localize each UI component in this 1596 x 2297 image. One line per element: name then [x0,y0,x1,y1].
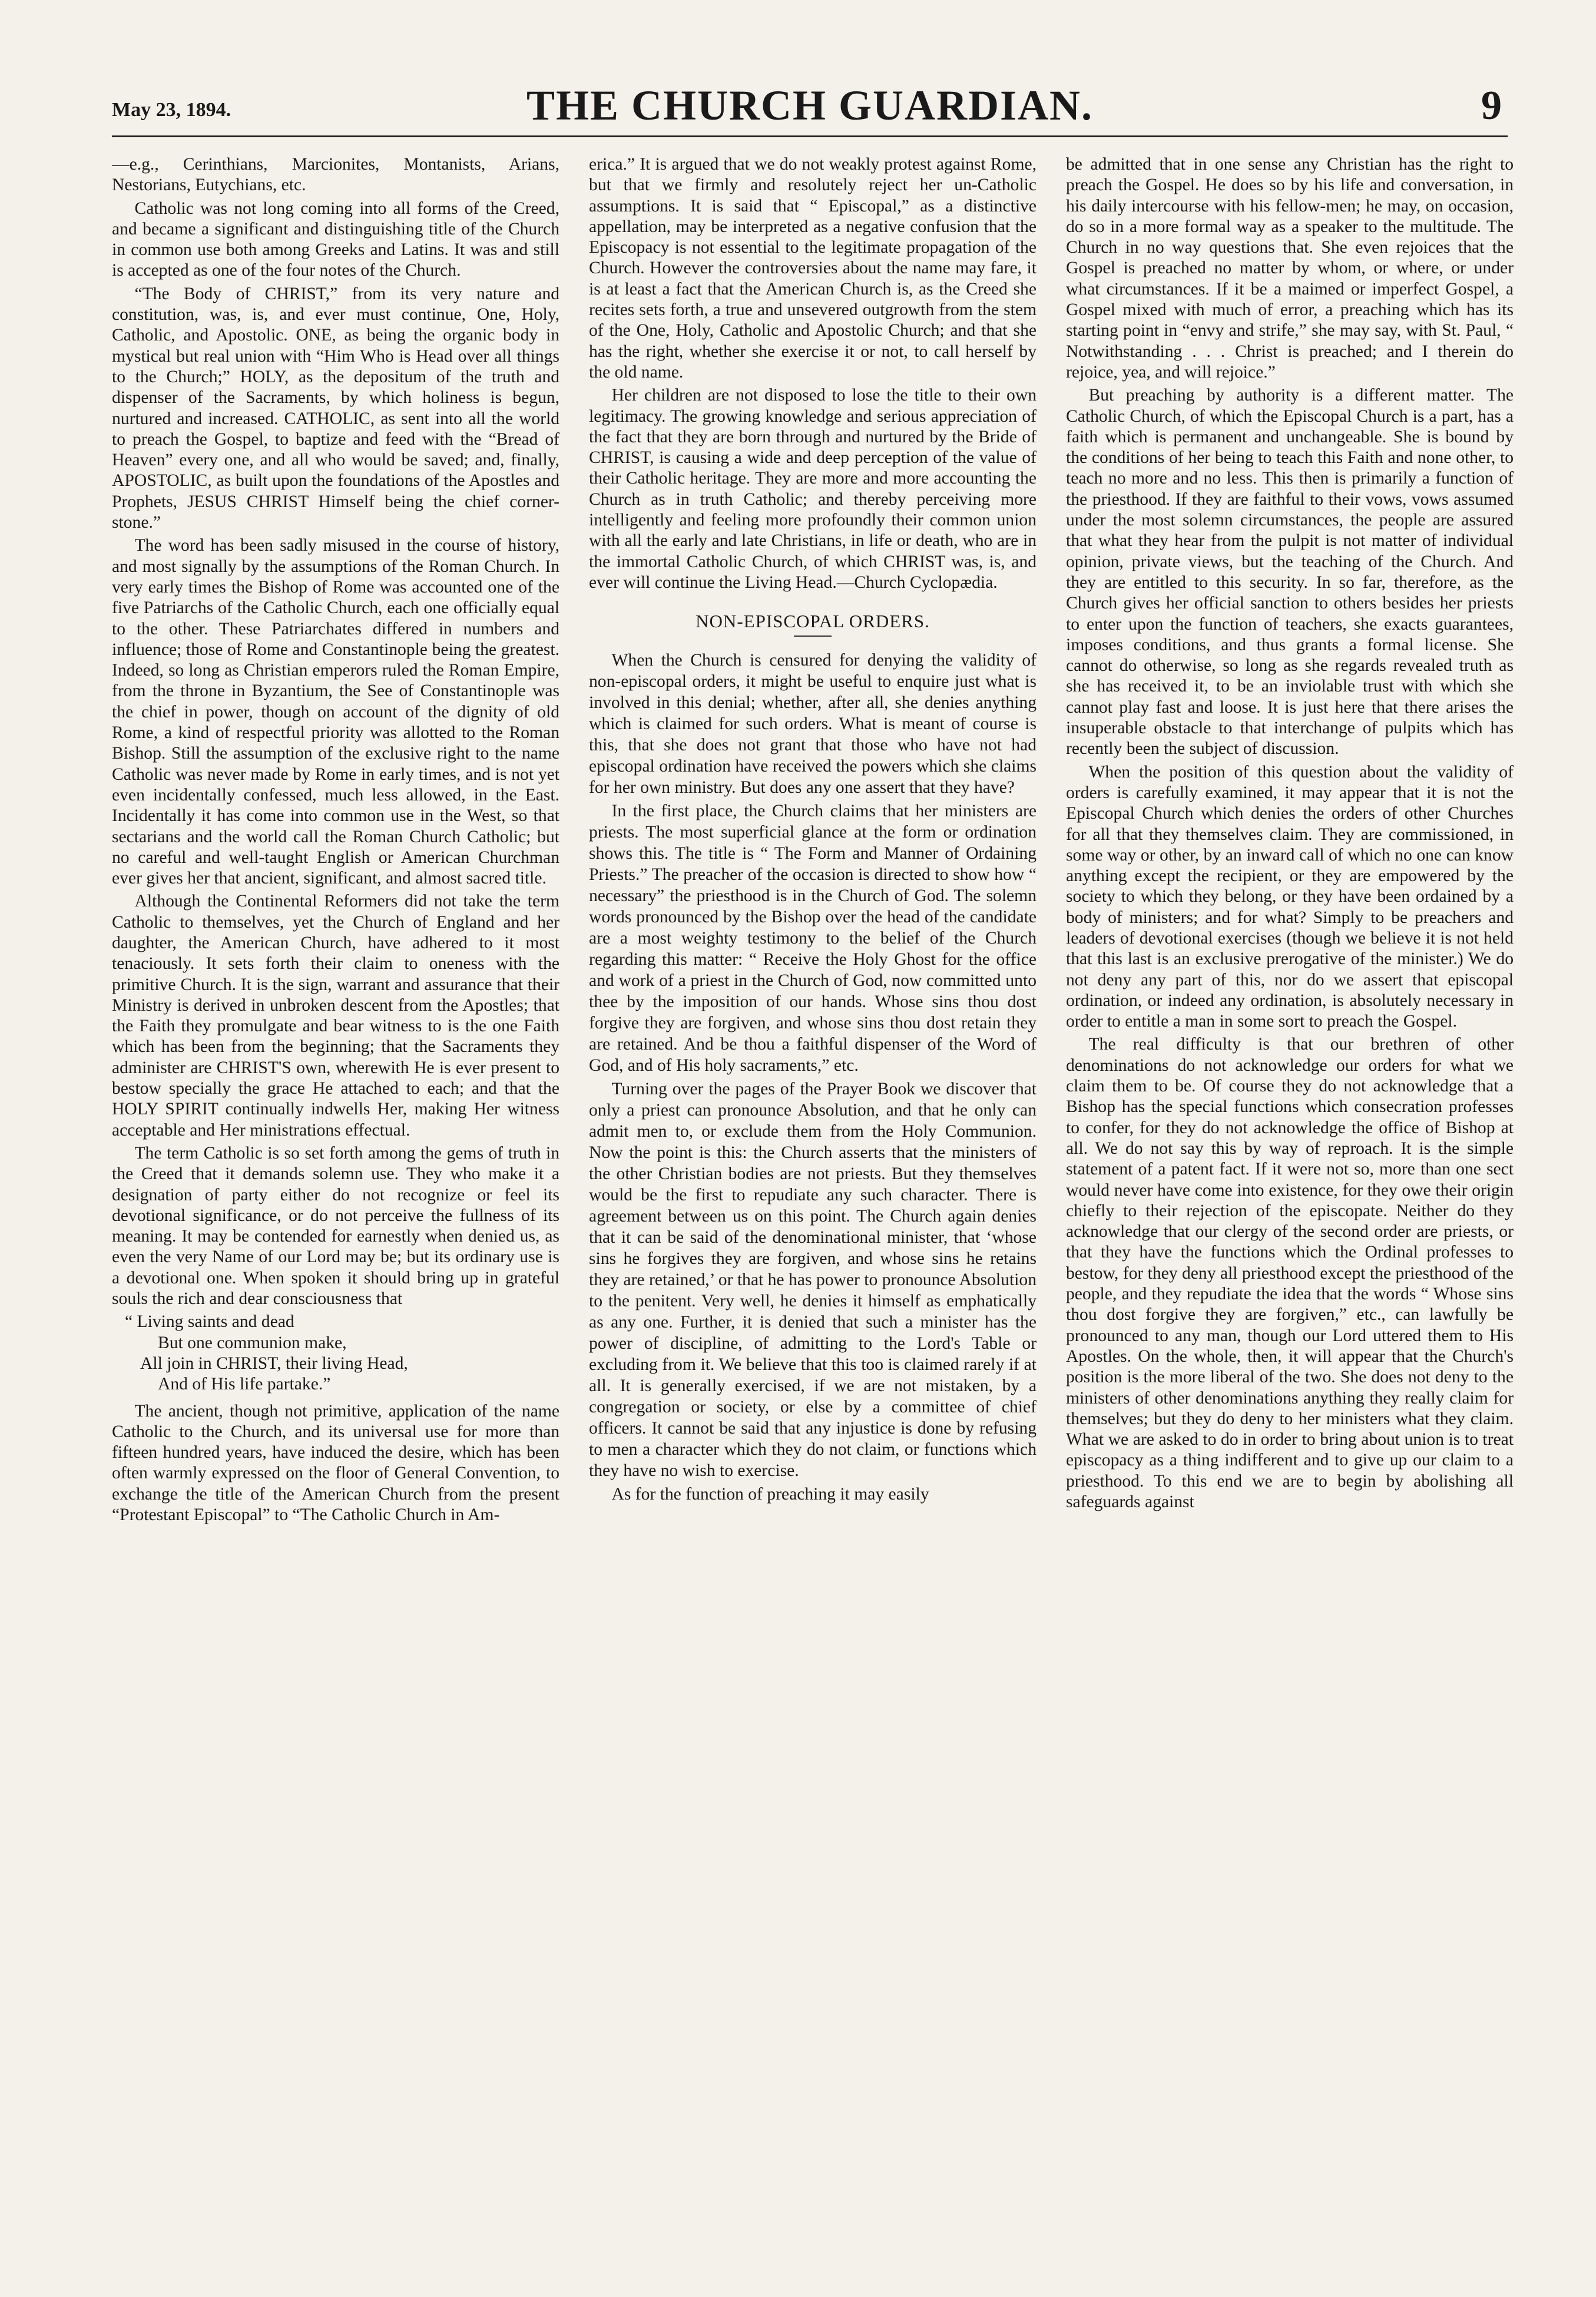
page-number: 9 [1481,83,1502,128]
column-middle [589,154,1037,2263]
paragraph: In the first place, the Church claims that her ministers are priests. The most superficial glance at the form or ordination shows this. The title is “ The Form and Manner of Ordaining Priests.” The preacher of the occasion is directed to show how “ necessary” the priesthood is in the Church of God. The solemn words pronounced by the Bishop over the head of the candidate are a most weighty testimony to the belief of the Church regarding this matter: “ Receive the Holy Ghost for the office and work of a priest in the Church of God, now committed unto thee by the imposition of our hands. Whose sins thou dost forgive they are forgiven, and whose sins thou dost retain they are retained. And be thou a faithful dispenser of the Word of God, and of His holy sacraments,” etc. [589,801,1037,1075]
paragraph: Although the Continental Reformers did not take the term Catholic to themselves, yet the Church of England and her daughter, the American Church, have adhered to it most tenaciously. It sets forth their claim to oneness with the primitive Church. It is the sign, warrant and assurance that their Ministry is derived in unbroken descent from the Apostles; that the Faith they promulgate and bear witness to is the one Faith which has been from the beginning; that the Sacraments they administer are CHRIST'S own, wherewith He is ever present to bestow specially the grace He attached to each; and that the HOLY SPIRIT continually indwells Her, making Her witness acceptable and Her ministrations effectual. [112,892,559,1140]
paragraph: When the Church is censured for denying the validity of non-episcopal orders, it might be useful to enquire just what is involved in this denial; whether, after all, she denies anything which is claimed for such orders. What is meant of course is this, that she does not grant that those who have not had episcopal ordination have received the powers which she claims for her own ministry. But does any one assert that they have? [589,650,1037,797]
verse-line: “ Living saints and dead [125,1312,294,1332]
paragraph: Catholic was not long coming into all forms of the Creed, and became a significant and distinguishing title of the Church in common use both among Greeks and Latins. It was and still is accepted as one of the four notes of the Church. [112,198,559,280]
issue-date: May 23, 1894. [112,99,231,121]
verse-line: All join in CHRIST, their living Head, [140,1353,408,1373]
paragraph: The word has been sadly misused in the course of history, and most signally by the assumptions of the Roman Church. In very early times the Bishop of Rome was accounted one of the five Patriarchs of the Catholic Church, each one officially equal to the other. These Patriarchates differed in numbers and influence; those of Rome and Constantinople being the greatest. Indeed, so long as Christian emperors ruled the Roman Empire, from the throne in Byzantium, the See of Constantinople was the chief in power, though on account of the dignity of old Rome, a kind of respectful priority was allotted to the Roman Bishop. Still the assumption of the exclusive right to the name Catholic was never made by Rome in early times, and is not yet even incidentally confessed, much less allowed, in the East. Incidentally it has come into common use in the West, so that sectarians and the world call the Roman Church Catholic; but no careful and well-taught English or American Churchman ever gives her that ancient, significant, and almost sacred title. [112,536,559,888]
paragraph: —e.g., Cerinthians, Marcionites, Montanists, Arians, Nestorians, Eutychians, etc. [112,155,559,195]
paragraph: When the position of this question about the validity of orders is carefully examined, it may appear that it is not the Episcopal Church which denies the orders of other Churches for all that they themselves claim. They are commissioned, in some way or other, by an inward call of which no one can know anything except the recipient, or they are empowered by the society to which they belong, or they have been ordained by a body of ministers; and for what? Simply to be preachers and leaders of devotional exercises (though we believe it is not held that this last is an exclusive prerogative of the minister.) We do not deny any part of this, nor do we assert that episcopal ordination, or indeed any ordination, is absolutely necessary in order to entitle a man in some sort to preach the Gospel. [1066,762,1514,1031]
paragraph: The term Catholic is so set forth among the gems of truth in the Creed that it demands solemn use. They who make it a designation of party either do not recognize or feel its devotional significance, or do not perceive the fullness of its meaning. It may be contended for earnestly when denied us, as even the very Name of our Lord may be; but its ordinary use is a devotional one. When spoken it should bring up in grateful souls the rich and dear consciousness that [112,1143,559,1309]
verse-line: And of His life partake.” [158,1375,331,1394]
column-right [1066,154,1514,2263]
heading-rule [794,636,832,637]
column-left [112,154,559,2263]
article-columns [112,154,1514,2263]
paragraph: The ancient, though not primitive, application of the name Catholic to the Church, and its universal use for more than fifteen hundred years, have induced the desire, which has been often warmly expressed on the floor of General Convention, to exchange the title of the American Church from the present “Protestant Episcopal” to “The Catholic Church in Am- [112,1401,559,1524]
paragraph: Turning over the pages of the Prayer Book we discover that only a priest can pronounce Absolution, and that he only can admit men to, or exclude them from the Holy Communion. Now the point is this: the Church asserts that the ministers of the other Christian bodies are not priests. But they themselves would be the first to repudiate any such character. There is agreement between us on this point. The Church again denies that it can be said of the denominational minister, that ‘whose sins he forgives they are forgiven, and whose sins he retains they are retained,’ or that he has power to pronounce Absolution to the penitent. Very well, he denies it himself as emphatically as any one. Further, it is denied that such a minister has the power of discipline, of admitting to the Lord's Table or excluding from it. We believe that this too is claimed rarely if at all. It is generally exercised, if we are not mistaken, by a congregation or society, or else by a committee of chief officers. It cannot be said that any injustice is done by refusing to men a character which they do not claim, or functions which they have no wish to exercise. [589,1079,1037,1480]
paragraph: erica.” It is argued that we do not weakly protest against Rome, but that we firmly and resolutely reject her un-Catholic assumptions. It is said that “ Episcopal,” as a distinctive appellation, may be interpreted as a negative confusion that the Episcopacy is not essential to the legitimate propagation of the Church. However the controversies about the name may fare, it is at least a fact that the American Church is, as the Creed she recites sets forth, a true and unsevered outgrowth from the stem of the One, Holy, Catholic and Apostolic Church; and that she has the right, whether she exercise it or not, to call herself by the old name. [589,155,1037,382]
masthead [112,71,1508,137]
paragraph: As for the function of preaching it may easily [611,1484,929,1504]
paragraph: “The Body of CHRIST,” from its very nature and constitution, was, is, and ever must continue, One, Holy, Catholic, and Apostolic. ONE, as being the organic body in mystical but real union with “Him Who is Head over all things to the Church;” HOLY, as the depositum of the truth and dispenser of the Sacraments, by which holiness is begun, nurtured and increased. CATHOLIC, as sent into all the world to preach the Gospel, to baptize and feed with the “Bread of Heaven” every one, and all who would be saved; and, finally, APOSTOLIC, as built upon the foundations of the Apostles and Prophets, JESUS CHRIST Himself being the chief corner-stone.” [112,284,559,532]
paragraph: But preaching by authority is a different matter. The Catholic Church, of which the Episcopal Church is a part, has a faith which is permanent and unchangeable. She is bound by the conditions of her being to teach this Faith and none other, to teach no more and no less. This then is primarily a function of the priesthood. If they are faithful to their vows, vows assumed under the most solemn circumstances, the people are assured that what they hear from the pulpit is not matter of individual opinion, private views, but the teaching of the Church. And they are entitled to this security. In so far, therefore, as the Church gives her official sanction to others besides her priests to enter upon the function of teachers, she exacts guarantees, imposes conditions, and thus grants a formal license. She cannot do otherwise, so long as she regards revealed truth as she has received it, to be an inviolable trust with which she cannot play fast and loose. It is just here that there arises the insuperable obstacle to that interchange of pulpits which has recently been the subject of discussion. [1066,386,1514,759]
paragraph: The real difficulty is that our brethren of other denominations do not acknowledge our orders for what we claim them to be. Of course they do not acknowledge that a Bishop has the special functions which consecration professes to confer, for they do not acknowledge the office of Bishop at all. We do not say this by way of reproach. It is the simple statement of a patent fact. If it were not so, more than one sect would never have come into existence, for they owe their origin chiefly to their rejection of the episcopate. Neither do they acknowledge that our clergy of the second order are priests, or that they have the functions which the Ordinal professes to bestow, for they deny all priesthood except the priesthood of the people, and they repudiate the idea that the words “ Whose sins thou dost forgive they are forgiven,” etc., can lawfully be pronounced to any man, though our Lord uttered them to His Apostles. On the whole, then, it will appear that the Church's position is the more liberal of the two. She does not deny to the ministers of other denominations anything they really claim for themselves; but they do deny to her ministers what they claim. What we are asked to do in order to bring about union is to treat episcopacy as a thing indifferent and to give up our claim to a priesthood. To this end we are to begin by abolishing all safeguards against [1066,1035,1514,1511]
verse-line: But one communion make, [158,1333,347,1352]
hymn-verse [112,1312,559,1395]
paragraph: be admitted that in one sense any Christian has the right to preach the Gospel. He does so by his life and conversation, in his daily intercourse with his fellow-men; he may, on occasion, do so in a more formal way as a speaker to the multitude. The Church in no way questions that. She even rejoices that the Gospel is preached no matter by whom, or where, or under what circumstances. If it be a maimed or imperfect Gospel, a Gospel mixed with much of error, a preaching which has its starting point in “envy and strife,” she may say, with St. Paul, “ Notwithstanding . . . Christ is preached; and I therein do rejoice, yea, and will rejoice.” [1066,155,1514,382]
newspaper-title: THE CHURCH GUARDIAN. [526,82,1094,129]
section-heading: NON-EPISCOPAL ORDERS. [696,611,930,632]
article-body [589,650,1037,1505]
paragraph: Her children are not disposed to lose the title to their own legitimacy. The growing knowledge and serious appreciation of the fact that they are born through and nurtured by the Bride of CHRIST, is causing a wide and deep perception of the value of their Catholic heritage. They are more and more accounting the Church as in truth Catholic; and thereby perceiving more intelligently and feeling more profoundly their common union with all the early and late Christians, in life or death, who are in the immortal Catholic Church, of which CHRIST was, is, and ever will continue the Living Head.—Church Cyclopædia. [589,386,1037,592]
